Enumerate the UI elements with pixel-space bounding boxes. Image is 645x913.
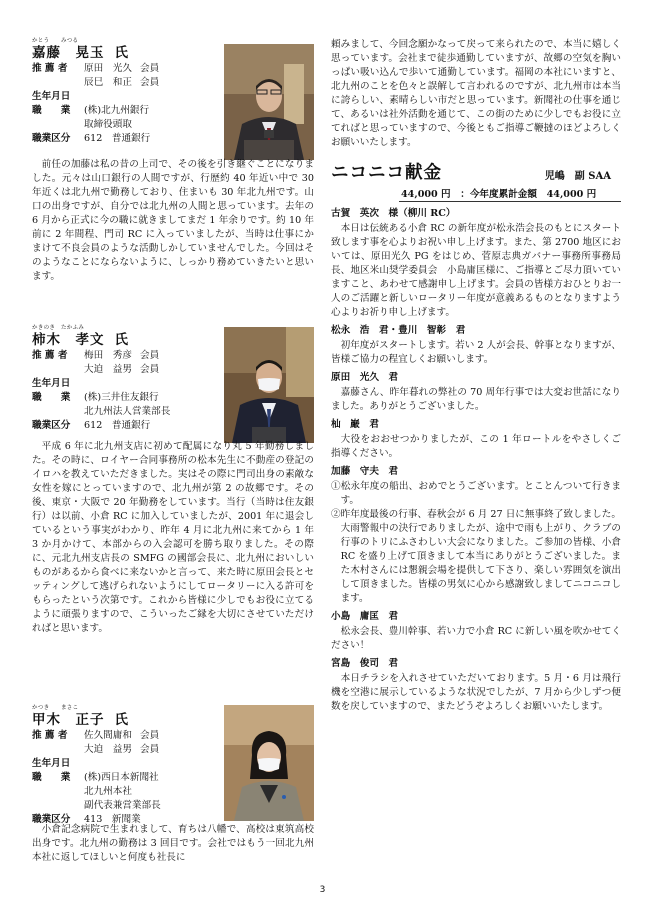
speaker-name: 杣 巌 君 — [331, 419, 379, 430]
sponsor-row: 大迫 益男 会員 — [84, 744, 160, 755]
speaker-name: 松永 浩 君・豊川 智彰 君 — [331, 325, 466, 336]
page-number: 3 — [319, 885, 326, 895]
name-ruby: かとう みつる — [32, 38, 79, 44]
member-photo — [224, 327, 314, 443]
speaker-name: 加藤 守夫 君 — [331, 466, 399, 477]
job-row: 北九州法人営業部長 — [84, 406, 171, 417]
right-column — [331, 38, 621, 714]
member-profile — [32, 705, 314, 827]
section-title: ニコニコ献金 — [331, 163, 442, 183]
donation-entry: 宮島 俊司 君 本日チラシを入れさせていただいております。5 月・6 月は飛行機を空港に展示しているような状況でしたが、7 月から少しずつ便数を戻していますので、またどうぞよろしくお願いいたします。 — [331, 655, 621, 714]
birth-row: 生年月日 — [32, 378, 71, 389]
sponsor-row: 推 薦 者 佐久間庸和 会員 — [32, 730, 160, 741]
name-ruby: かつき まさこ — [32, 705, 79, 711]
birth-row: 生年月日 — [32, 758, 71, 769]
member-name: 嘉藤 晃玉 氏 — [32, 45, 129, 61]
donation-entry: 古賀 英次 様（柳川 RC） 本日は伝統ある小倉 RC の新年度が松永浩会長のもとにスタート致します事を心よりお祝い申し上げます。また、第 2700 地区においては、原田光久 PG をはじめ、菅原志典ガバナー事務所事務局長、地区米山奨学委員会 小島庸匡様に、ご指導とご尽力頂いていますこと、あわせて感謝申し上げます。会員の皆様方おひとりお一人のご活躍と新しいロータリー年度が意義あるものとなりますよう心よりお祈り申し上げます。 — [331, 205, 621, 320]
section-reporter: 児嶋 副 SAA — [544, 171, 611, 182]
member-name: 甲木 正子 氏 — [32, 712, 129, 728]
job-row: 職 業 (株)北九州銀行 — [32, 105, 150, 116]
job-row: 副代表兼営業部長 — [84, 800, 161, 811]
sponsor-row: 推 薦 者 原田 光久 会員 — [32, 63, 160, 74]
donation-entry: 加藤 守夫 君 ①松永年度の船出、おめでとうございます。とことんついて行きます。 ②昨年度最後の行事、春秋会が 6 月 27 日に無事終了致しました。大雨警報中の決行でありましたが、途中で雨も上がり、クラブの行事のトリにふさわしい大会になりました。ご参加の皆様、小倉 RC を盛り上げて頂きまして本当にありがとうございました。また木村さんには懇親会場を提供して下さり、楽しい雰囲気を演出して頂きました。皆様の男気に心から感謝致しましてニコニコします。 — [331, 463, 621, 606]
member-photo — [224, 705, 314, 821]
donation-entry: 原田 光久 君 嘉藤さん、昨年暮れの弊社の 70 周年行事では大変お世話になりました。ありがとうございました。 — [331, 369, 621, 414]
name-ruby: かきのき たかふみ — [32, 325, 85, 331]
speaker-name: 小島 庸匡 君 — [331, 611, 399, 622]
donation-entry: 杣 巌 君 大役をおおせつかりましたが、この 1 年ロートルをやさしくご指導ください。 — [331, 416, 621, 461]
class-row: 職業区分 612 普通銀行 — [32, 420, 151, 431]
donation-amount: 44,000 円 ：今年度累計金額 44,000 円 — [399, 188, 621, 202]
speaker-name: 古賀 英次 様（柳川 RC） — [331, 208, 456, 219]
member-photo — [224, 44, 314, 160]
member-speech: 前任の加藤は私の昔の上司で、その後を引き継ぐことになりました。元々は山口銀行の人間ですが、行歴約 40 年近い中で 30 年近くは北九州で勤務しており、住まいも 30 年北九州です。山口の出身ですが、自分では北九州の人間と思っています。去年の 6 月から正式に今の職に就きましてまだ 1 年余りです。約 10 年前に 2 年間程、門司 RC に入っていましたが、当時は仕事にかまけて不良会員のような活動しかしていませんでした。今回はそのようなことにならないように、しっかり務めていきたいと思います。 — [32, 159, 314, 282]
job-row: 取締役頭取 — [84, 119, 132, 130]
job-row: 職 業 (株)西日本新聞社 — [32, 772, 159, 783]
class-row: 職業区分 612 普通銀行 — [32, 133, 151, 144]
member-profile — [32, 38, 314, 146]
continued-speech: 頼みまして、今回念願かなって戻って来られたので、本当に嬉しく思っています。会社まで徒歩通勤していますが、故郷の空気を胸いっぱい吸い込んで歩いて通勤しています。福岡の本社にいますと、北九州のことを色々と誤解して言われるのですが、北九州市は本当に誇らしい、素晴らしい市だと思っています。新聞社の仕事を通じて、あるいは社外活動を通じて、この街のために少しでもお役に立てればと思っていますので、今後ともご指導ご鞭撻のほどよろしくお願いいたします。 — [331, 39, 621, 148]
donation-entry: 松永 浩 君・豊川 智彰 君 初年度がスタートします。若い 2 人が会長、幹事となりますが、皆様ご協力の程宜しくお願いします。 — [331, 322, 621, 367]
class-row: 職業区分 413 新聞業 — [32, 814, 141, 825]
birth-row: 生年月日 — [32, 91, 71, 102]
job-row: 北九州本社 — [84, 786, 132, 797]
sponsor-row: 辰巳 和正 会員 — [84, 77, 160, 88]
donation-entry: 小島 庸匡 君 松永会長、豊川幹事、若い力で小倉 RC に新しい風を吹かせてください！ — [331, 608, 621, 653]
member-speech: 平成 6 年に北九州支店に初めて配属になり丸 5 年勤務しました。その時に、ロイヤー合同事務所の松本先生に不動産の登記のイロハを教えていただきました。実はその際に門司出身の素敵な女性を嫁にとっていますので、北九州が第 2 の故郷です。その後、東京・大阪で 20 年勤務をしています。当行（当時は住友銀行）は以前、小倉 RC に加入していましたが、2001 年に退会しているという事実がわかり、昨年 4 月に北九州に来てから 1 年 3 か月かけて、本部からの入会認可を勝ち取りました。その際に、元北九州支店長の SMFG の國部会長に、北九州においしいものがあるから食べに来ないかと言って、来た時に原田会長とセッティングして逃げられないようにしてロータリーに入る許可をもらったという次第です。これから皆様に少しでもお役に立てるように頑張りますので、こういったご縁を大切にさせていただければと思います。 — [32, 441, 314, 634]
section-header — [331, 160, 621, 184]
speaker-name: 宮島 俊司 君 — [331, 658, 399, 669]
member-speech: 小倉記念病院で生まれまして、育ちは八幡で、高校は東筑高校出身です。北九州の勤務は 3 回目です。会社ではもう一回北九州本社に返してほしいと何度も社長に — [32, 824, 314, 863]
member-name: 柿木 孝文 氏 — [32, 332, 129, 348]
job-row: 職 業 (株)三井住友銀行 — [32, 392, 159, 403]
speaker-name: 原田 光久 君 — [331, 372, 399, 383]
sponsor-row: 大迫 益男 会員 — [84, 364, 160, 375]
sponsor-row: 推 薦 者 梅田 秀彦 会員 — [32, 350, 160, 361]
member-profile — [32, 325, 314, 433]
